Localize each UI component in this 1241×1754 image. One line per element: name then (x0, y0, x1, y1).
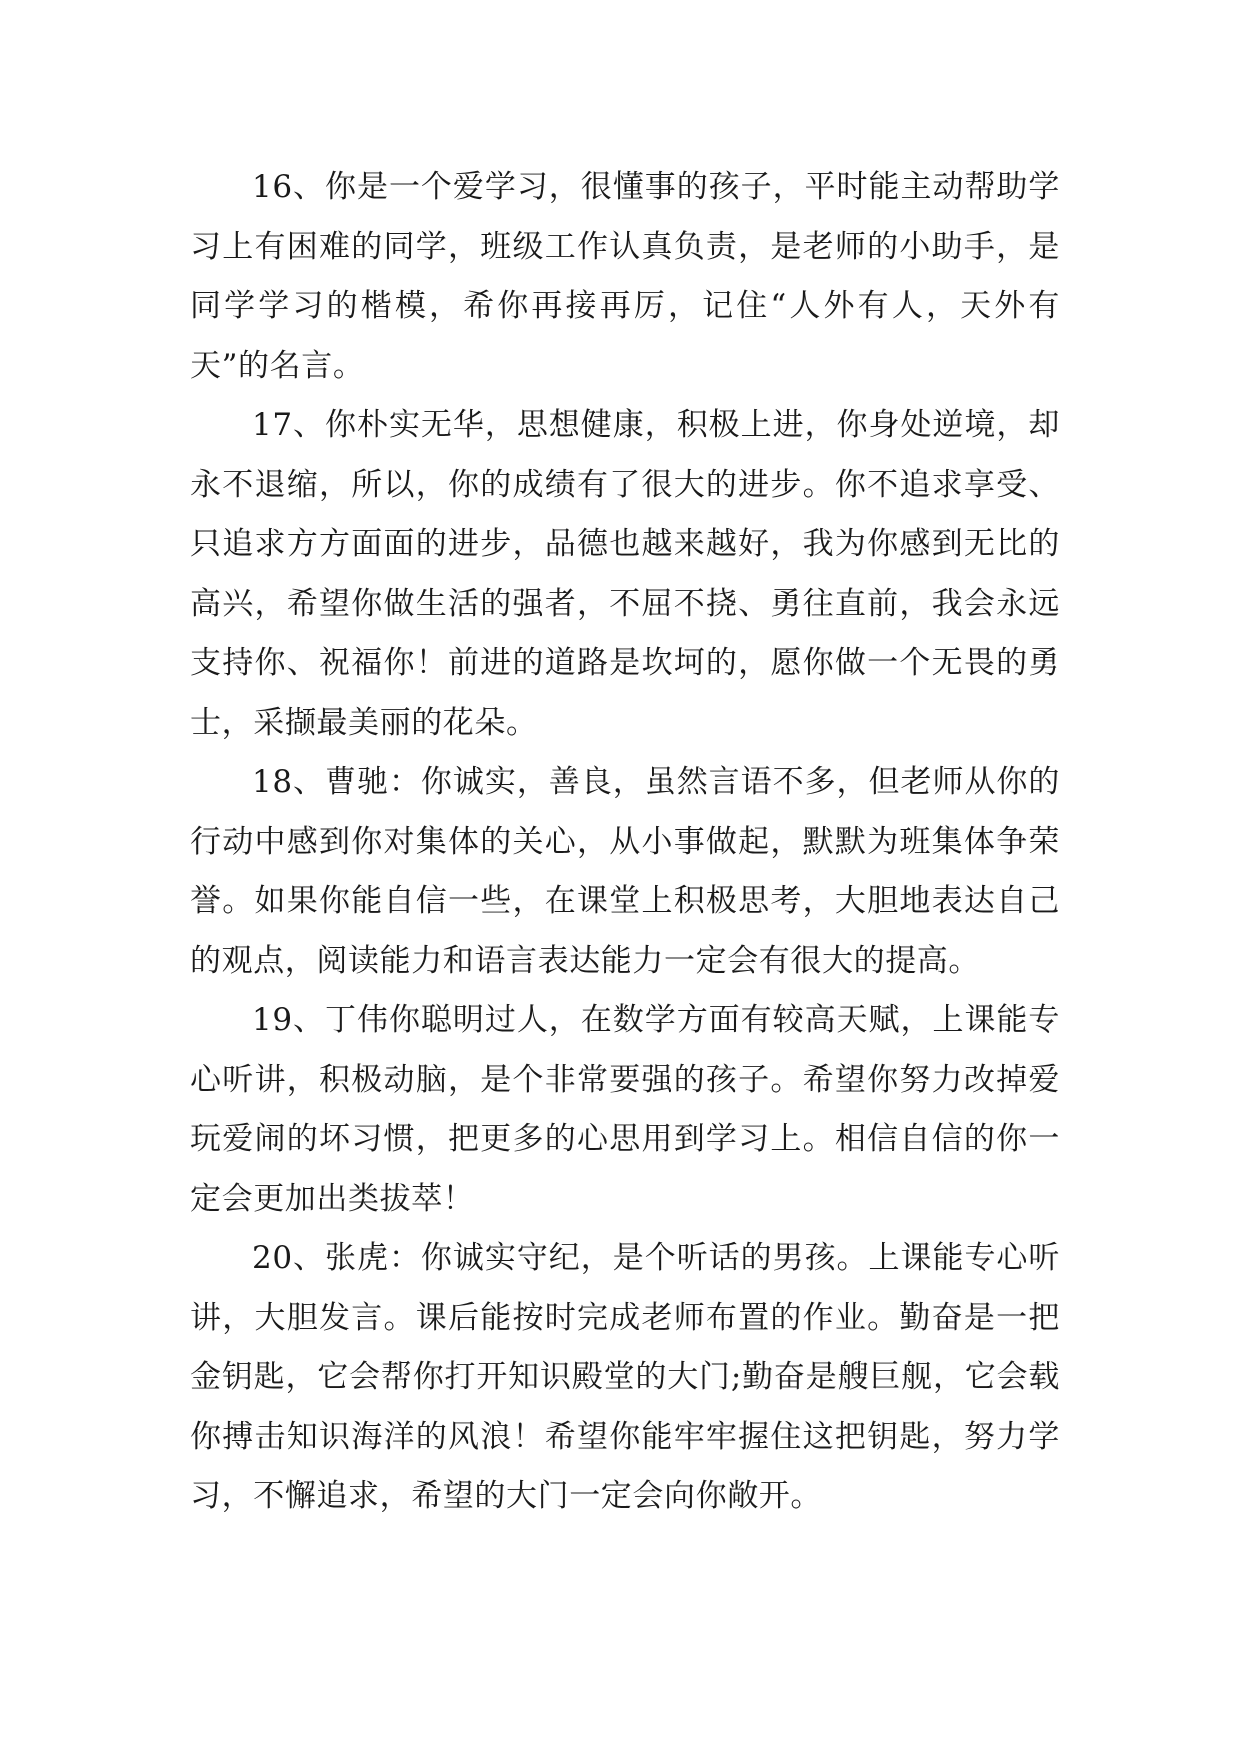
document-body (190, 158, 1060, 1527)
paragraph-16: 16、你是一个爱学习，很懂事的孩子，平时能主动帮助学习上有困难的同学，班级工作认真负责，是老师的小助手，是同学学习的楷模，希你再接再厉，记住“人外有人，天外有天”的名言。 (190, 169, 1060, 384)
paragraph-17: 17、你朴实无华，思想健康，积极上进，你身处逆境，却永不退缩，所以，你的成绩有了很大的进步。你不追求享受、只追求方方面面的进步，品德也越来越好，我为你感到无比的高兴，希望你做生活的强者，不屈不挠、勇往直前，我会永远支持你、祝福你！前进的道路是坎坷的，愿你做一个无畏的勇士，采撷最美丽的花朵。 (190, 407, 1060, 741)
paragraph-18: 18、曹驰：你诚实，善良，虽然言语不多，但老师从你的行动中感到你对集体的关心，从小事做起，默默为班集体争荣誉。如果你能自信一些，在课堂上积极思考，大胆地表达自己的观点，阅读能力和语言表达能力一定会有很大的提高。 (190, 764, 1060, 979)
paragraph-20: 20、张虎：你诚实守纪，是个听话的男孩。上课能专心听讲，大胆发言。课后能按时完成老师布置的作业。勤奋是一把金钥匙，它会帮你打开知识殿堂的大门;勤奋是艘巨舰，它会载你搏击知识海洋的风浪！希望你能牢牢握住这把钥匙，努力学习，不懈追求，希望的大门一定会向你敞开。 (190, 1240, 1060, 1514)
paragraph-19: 19、丁伟你聪明过人，在数学方面有较高天赋，上课能专心听讲，积极动脑，是个非常要强的孩子。希望你努力改掉爱玩爱闹的坏习惯，把更多的心思用到学习上。相信自信的你一定会更加出类拔萃！ (190, 1002, 1060, 1217)
